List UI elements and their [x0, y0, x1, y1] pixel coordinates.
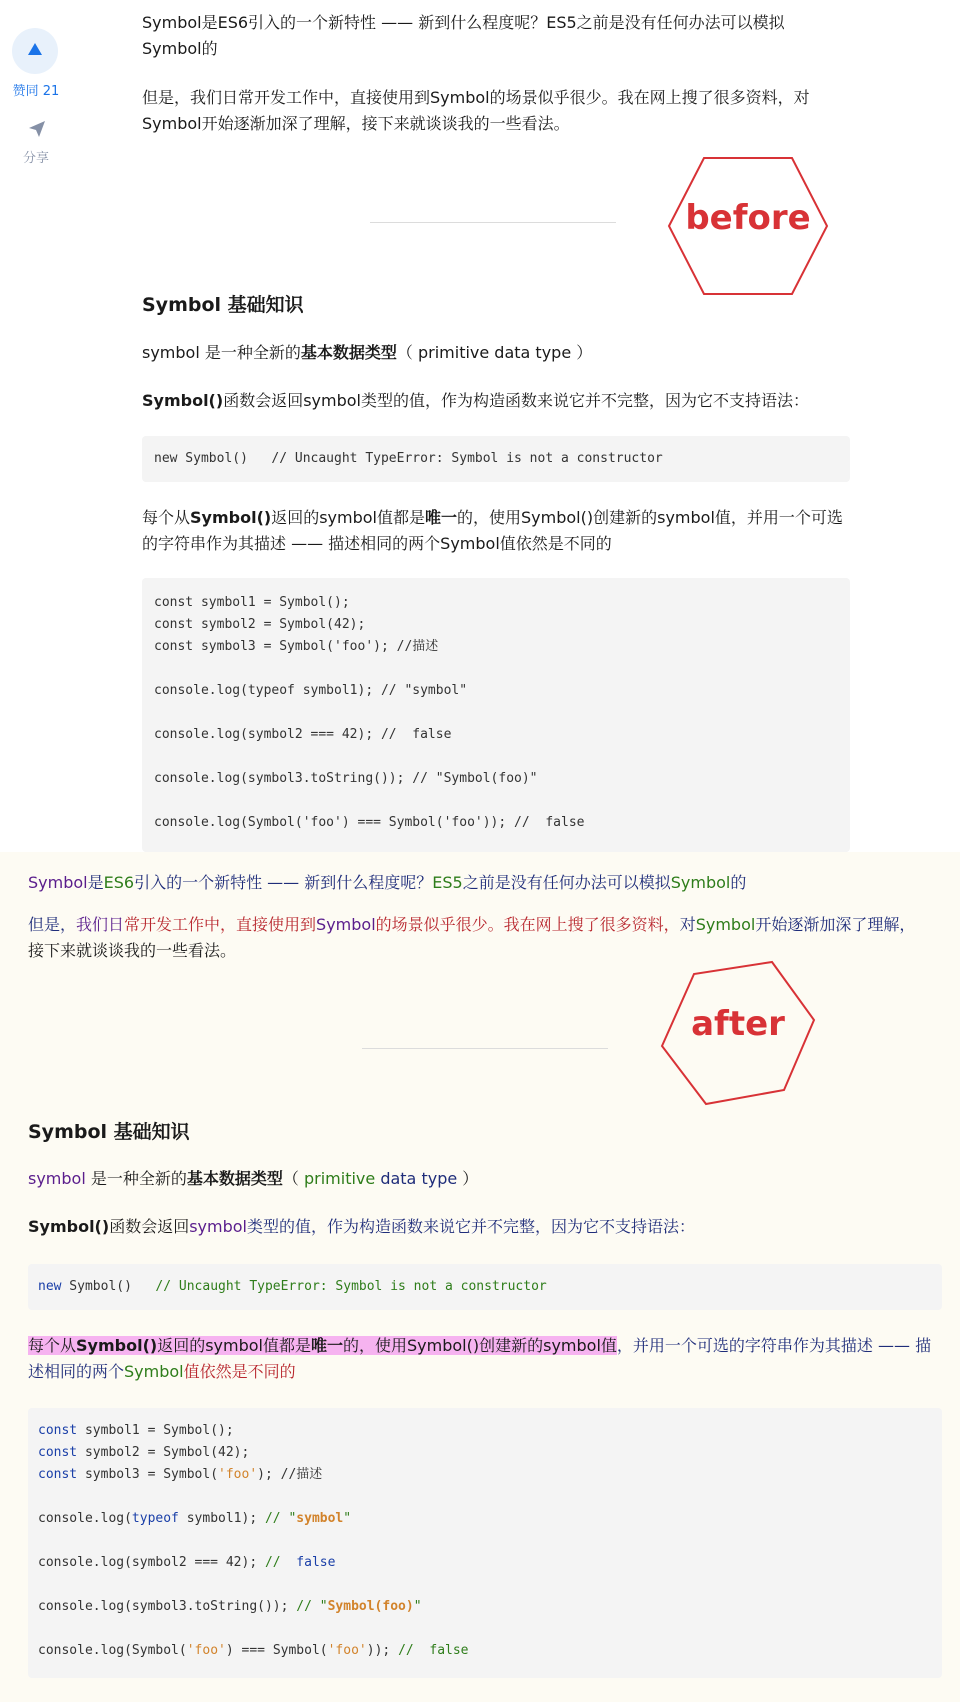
code-line [38, 1552, 469, 1574]
code-line: console.log(symbol3.toString()); // "Symbol(foo)" [154, 771, 538, 786]
code-token: const [38, 1467, 78, 1482]
section-divider [362, 1048, 608, 1049]
code-lines [154, 592, 584, 834]
bold-text: 基本数据类型 [300, 343, 397, 362]
code-line: console.log(Symbol('foo') === Symbol('foo')); // false [154, 815, 585, 830]
code-line: const symbol3 = Symbol('foo'); //描述 [154, 639, 439, 654]
code-line [38, 1508, 469, 1530]
text-run: 返回的symbol值都是 [157, 1336, 311, 1355]
code-token: " [343, 1511, 352, 1526]
text-run: 的字符串作为其描述 —— 描述相同的两个Symbol值依然是不同的 [142, 534, 612, 553]
text-run: ，并用一个可选的字符串作为其描述 —— 描 [616, 1336, 932, 1355]
after-intro-paragraph-1 [28, 870, 928, 896]
text-run: 述相同的两个 [28, 1362, 125, 1381]
code-token: // " [264, 1511, 297, 1526]
upvote-button[interactable] [12, 28, 58, 74]
text-run: symbol 是一种全新的 [142, 343, 301, 362]
bold-text: Symbol() [28, 1217, 110, 1236]
intro-line: Symbol是ES6引入的一个新特性 —— 新到什么程度呢？ES5之前是没有任何办法可以模拟 [142, 13, 785, 32]
code-token: false [296, 1555, 336, 1570]
text-run: 对 [679, 915, 696, 934]
code-token: 'foo' [218, 1467, 258, 1482]
paragraph-unique [142, 505, 862, 557]
text-run: 的，使用Symbol()创建新的symbol值，并用一个可选 [457, 508, 843, 527]
code-line: const symbol1 = Symbol(); [154, 595, 350, 610]
code-token: symbol2 = Symbol(42); [77, 1445, 250, 1460]
section-divider [370, 222, 616, 223]
text-run: 每个从 [142, 508, 191, 527]
upvote-arrow-icon [28, 43, 42, 55]
code-token: " [413, 1599, 422, 1614]
after-intro-paragraph-2 [28, 912, 948, 964]
code-token: console.log(Symbol( [38, 1643, 187, 1658]
code-line [38, 1276, 547, 1298]
text-run: 是 [87, 873, 104, 892]
text-run: （ primitive data type ） [396, 343, 593, 362]
text-run: 是一种全新的 [85, 1169, 187, 1188]
intro-line: 但是，我们日常开发工作中，直接使用到Symbol的场景似乎很少。我在网上搜了很多资料，对 [142, 88, 810, 107]
code-line [38, 1420, 469, 1442]
code-token: Symbol(foo) [327, 1599, 414, 1614]
text-run: data type [375, 1169, 458, 1188]
code-token: new [38, 1279, 62, 1294]
code-token: symbol [296, 1511, 344, 1526]
text-run: 每个从 [28, 1336, 77, 1355]
upvote-count-label[interactable]: 赞同 21 [12, 84, 60, 99]
code-token: // false [398, 1643, 469, 1658]
code-line [38, 1486, 469, 1508]
text-run: 但是， [28, 915, 77, 934]
text-run: 接下来就谈谈我的一些看法。 [28, 941, 237, 960]
code-line [38, 1442, 469, 1464]
paragraph-symbol-function [142, 388, 809, 414]
code-token: console.log(symbol3.toString()); [38, 1599, 297, 1614]
text-run: 引入的一个新特性 —— 新到什么程度呢？ [134, 873, 433, 892]
code-line [38, 1574, 469, 1596]
code-line [38, 1618, 469, 1640]
after-code-block-examples [28, 1408, 942, 1678]
after-code-block-constructor [28, 1264, 942, 1310]
text-run: 类型的值，作为构造函数来说它并不完整，因为它不支持语法： [246, 1217, 695, 1236]
text-run: 我在网上搜了很多资料， [503, 915, 680, 934]
code-line: console.log(typeof symbol1); // "symbol" [154, 683, 468, 698]
code-line: console.log(symbol2 === 42); // false [154, 727, 452, 742]
bold-text: Symbol() [76, 1336, 158, 1355]
text-run: ES6 [103, 873, 135, 892]
code-token: 'foo' [327, 1643, 367, 1658]
code-lines [38, 1420, 469, 1662]
share-label[interactable]: 分享 [22, 151, 49, 166]
code-block-examples [142, 578, 850, 852]
code-line [38, 1640, 469, 1662]
after-paragraph-primitive [28, 1166, 478, 1192]
share-icon[interactable] [28, 120, 46, 138]
bold-text: Symbol() [142, 391, 224, 410]
text-run: （ [282, 1169, 304, 1188]
section-heading: Symbol 基础知识 [142, 294, 304, 316]
highlighted-text [28, 1336, 617, 1355]
text-run: Symbol [695, 915, 756, 934]
code-token: // " [296, 1599, 328, 1614]
code-line [38, 1530, 469, 1552]
text-run: ） [457, 1169, 479, 1188]
code-token: ); //描述 [257, 1467, 323, 1482]
text-run: Symbol [28, 873, 88, 892]
section-heading: Symbol 基础知识 [28, 1121, 190, 1143]
text-run: primitive [303, 1169, 376, 1188]
code-block-constructor [142, 436, 850, 482]
bold-text: Symbol() [190, 508, 272, 527]
bold-text: 唯一 [425, 508, 458, 527]
intro-paragraph-2 [142, 85, 842, 137]
code-token: ) === Symbol( [225, 1643, 328, 1658]
after-paragraph-symbol-function [28, 1214, 695, 1240]
intro-line: Symbol开始逐渐加深了理解，接下来就谈谈我的一些看法。 [142, 114, 570, 133]
text-run: 开始逐渐加深了理解， [755, 915, 916, 934]
bold-text: 唯一 [311, 1336, 344, 1355]
text-run: 的 [730, 873, 747, 892]
intro-paragraph-1 [142, 10, 822, 62]
code-line [154, 790, 584, 812]
text-run: 返回的symbol值都是 [271, 508, 425, 527]
text-run: Symbol [670, 873, 731, 892]
code-token: symbol3 = Symbol( [77, 1467, 219, 1482]
before-badge-label: before [685, 198, 811, 238]
code-token: )); [366, 1643, 399, 1658]
code-token: Symbol() [61, 1279, 156, 1294]
code-line [154, 746, 584, 768]
code-token: const [38, 1445, 78, 1460]
text-run: 值依然是不同的 [183, 1362, 296, 1381]
code-line: const symbol2 = Symbol(42); [154, 617, 366, 632]
text-run: symbol [28, 1169, 86, 1188]
code-line [38, 1464, 469, 1486]
code-token: symbol1 = Symbol(); [77, 1423, 234, 1438]
code-token: const [38, 1423, 78, 1438]
code-line [38, 1596, 469, 1618]
text-run: Symbol [316, 915, 376, 934]
code-line [154, 702, 584, 724]
code-line [154, 658, 584, 680]
code-token: console.log( [38, 1511, 132, 1526]
text-run: 的场景似乎很少。 [375, 915, 504, 934]
text-run: 的，使用Symbol()创建新的symbol值 [343, 1336, 617, 1355]
text-run: 常开发工作中，直接使用到 [124, 915, 317, 934]
bold-text: 基本数据类型 [186, 1169, 283, 1188]
text-run: Symbol [124, 1362, 184, 1381]
text-run: ES5 [432, 873, 463, 892]
text-run: symbol [189, 1217, 247, 1236]
text-run: 函数会返回 [109, 1217, 190, 1236]
code-token: symbol1); [178, 1511, 265, 1526]
code-token: typeof [131, 1511, 179, 1526]
code-token: // Uncaught TypeError: Symbol is not a constructor [155, 1279, 547, 1294]
code-token: console.log(symbol2 === 42); [38, 1555, 265, 1570]
after-badge-label: after [691, 1004, 785, 1044]
text-run: 之前是没有任何办法可以模拟 [462, 873, 671, 892]
code-line: new Symbol() // Uncaught TypeError: Symbol is not a constructor [154, 451, 663, 466]
code-token: 'foo' [186, 1643, 226, 1658]
after-paragraph-unique [28, 1333, 948, 1385]
paragraph-primitive [142, 340, 592, 366]
text-run: 我们日 [76, 915, 125, 934]
code-token: // [264, 1555, 297, 1570]
intro-line: Symbol的 [142, 39, 218, 58]
text-run: 函数会返回symbol类型的值，作为构造函数来说它并不完整，因为它不支持语法： [223, 391, 809, 410]
